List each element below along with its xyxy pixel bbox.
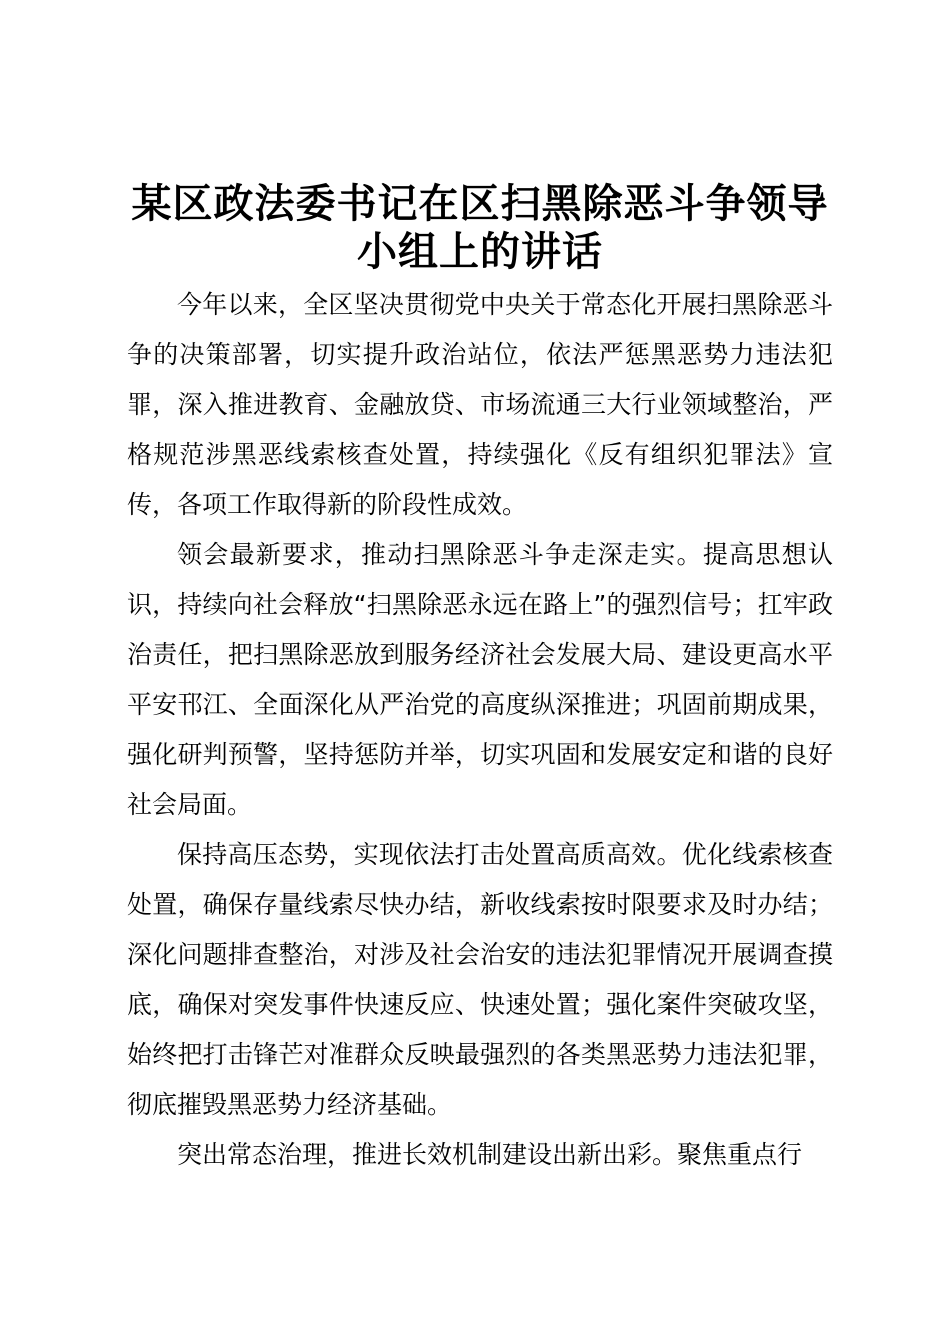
paragraph: 保持高压态势，实现依法打击处置高质高效。优化线索核查处置，确保存量线索尽快办结，新收线索按时限要求及时办结；深化问题排查整治，对涉及社会治安的违法犯罪情况开展调查摸底，确保对突发事件快速反应、快速处置；强化案件突破攻坚，始终把打击锋芒对准群众反映最强烈的各类黑恶势力违法犯罪，彻底摧毁黑恶势力经济基础。 [127,840,833,1119]
title-line-1: 某区政法委书记在区扫黑除恶斗争领导 [131,180,829,227]
title-line-2: 小组上的讲话 [357,228,603,275]
document-body [127,280,833,1180]
paragraph: 突出常态治理，推进长效机制建设出新出彩。聚焦重点行 [177,1140,803,1169]
paragraph: 今年以来，全区坚决贯彻党中央关于常态化开展扫黑除恶斗争的决策部署，切实提升政治站位，依法严惩黑恶势力违法犯罪，深入推进教育、金融放贷、市场流通三大行业领域整治，严格规范涉黑恶线索核查处置，持续强化《反有组织犯罪法》宣传，各项工作取得新的阶段性成效。 [127,290,833,519]
paragraph: 领会最新要求，推动扫黑除恶斗争走深走实。提高思想认识，持续向社会释放“扫黑除恶永远在路上”的强烈信号；扛牢政治责任，把扫黑除恶放到服务经济社会发展大局、建设更高水平平安邗江、全面深化从严治党的高度纵深推进；巩固前期成果，强化研判预警，坚持惩防并举，切实巩固和发展安定和谐的良好社会局面。 [127,540,833,819]
document-title [110,180,850,276]
